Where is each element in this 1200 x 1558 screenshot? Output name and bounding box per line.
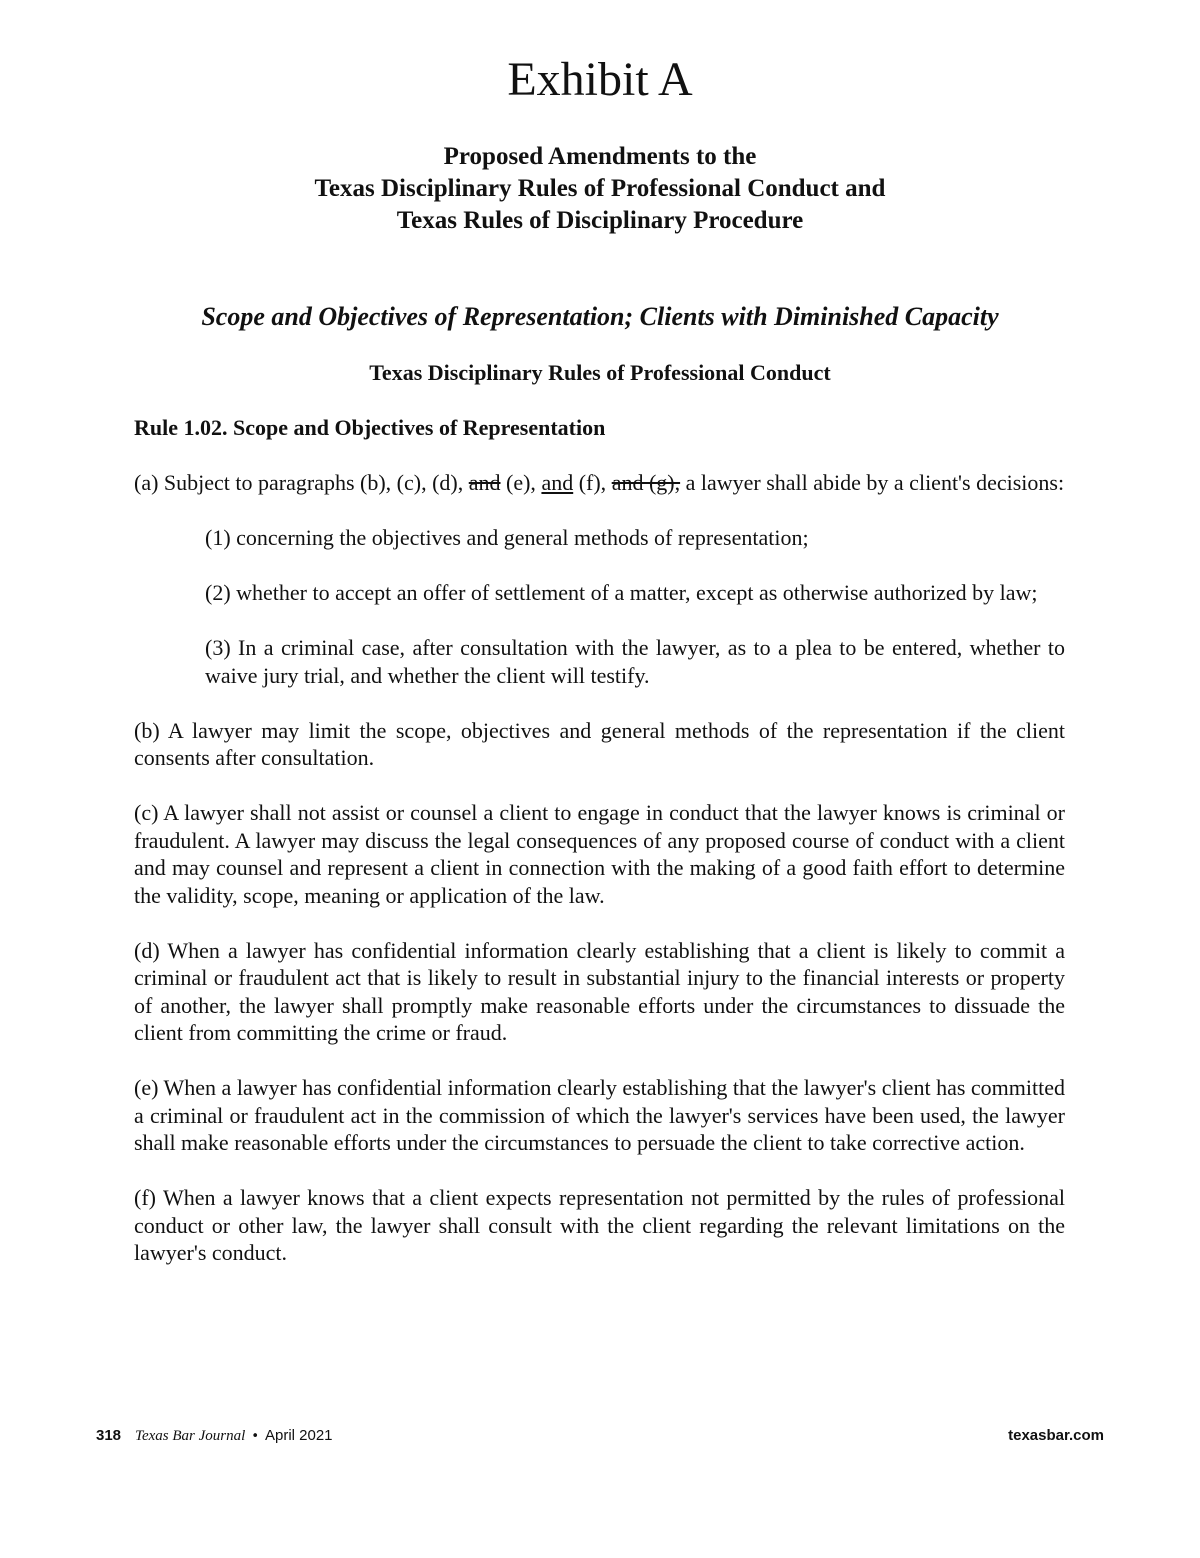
paragraph-c: (c) A lawyer shall not assist or counsel a client to engage in conduct that the lawyer knows is criminal or fraudulent. A lawyer may discuss the legal consequences of any proposed course of conduct with a client and may counsel and represent a client in connection with the making of a good faith effort to determine the validity, scope, meaning or application of the law. <box>134 800 1065 908</box>
sub-item-3: (3) In a criminal case, after consultation with the lawyer, as to a plea to be entered, whether to waive jury trial, and whether the client will testify. <box>205 635 1065 688</box>
rule-heading: Rule 1.02. Scope and Objectives of Representation <box>134 415 606 440</box>
rule-body <box>134 469 1065 1294</box>
section-title: Scope and Objectives of Representation; Clients with Diminished Capacity <box>201 302 999 331</box>
paragraph-a <box>134 469 1065 497</box>
inserted-text: and <box>541 470 574 495</box>
paragraph-a-text-4: a lawyer shall abide by a client's decisions: <box>680 470 1065 495</box>
heading-line-3: Texas Rules of Disciplinary Procedure <box>396 207 804 234</box>
document-heading <box>0 141 1200 237</box>
footer-left <box>96 1424 333 1449</box>
sub-item-1: (1) concerning the objectives and general methods of representation; <box>205 525 809 550</box>
site-link[interactable]: texasbar.com <box>1008 1427 1104 1444</box>
issue-date: April 2021 <box>264 1427 333 1444</box>
exhibit-title: Exhibit A <box>507 53 693 106</box>
page-number: 318 <box>96 1427 122 1444</box>
page-footer <box>96 1424 1104 1448</box>
bullet-separator: • <box>251 1429 259 1444</box>
journal-name: Texas Bar Journal <box>135 1428 246 1444</box>
deleted-text: and <box>468 470 501 495</box>
paragraph-e: (e) When a lawyer has confidential information clearly establishing that the lawyer's client has committed a criminal or fraudulent act in the commission of which the lawyer's services have been used, the lawyer shall make reasonable efforts under the circumstances to persuade the client to take corrective action. <box>134 1075 1065 1155</box>
rules-title: Texas Disciplinary Rules of Professional Conduct <box>369 360 831 385</box>
paragraph-a-text-1: (a) Subject to paragraphs (b), (c), (d), <box>134 470 469 495</box>
heading-line-2: Texas Disciplinary Rules of Professional Conduct and <box>314 175 886 202</box>
deleted-text: and (g), <box>611 470 681 495</box>
paragraph-a-text-2: (e), <box>500 470 542 495</box>
paragraph-d: (d) When a lawyer has confidential information clearly establishing that a client is likely to commit a criminal or fraudulent act that is likely to result in substantial injury to the financial interests or property of another, the lawyer shall promptly make reasonable efforts under the circumstances to dissuade the client from committing the crime or fraud. <box>134 937 1065 1045</box>
paragraph-f: (f) When a lawyer knows that a client expects representation not permitted by the rules of professional conduct or other law, the lawyer shall consult with the client regarding the relevant limitations on the lawyer's conduct. <box>134 1185 1065 1265</box>
sub-item-2: (2) whether to accept an offer of settlement of a matter, except as otherwise authorized by law; <box>205 580 1038 605</box>
paragraph-a-text-3: (f), <box>573 470 612 495</box>
heading-line-1: Proposed Amendments to the <box>443 143 757 170</box>
paragraph-b: (b) A lawyer may limit the scope, objectives and general methods of the representation if the client consents after consultation. <box>134 717 1065 770</box>
